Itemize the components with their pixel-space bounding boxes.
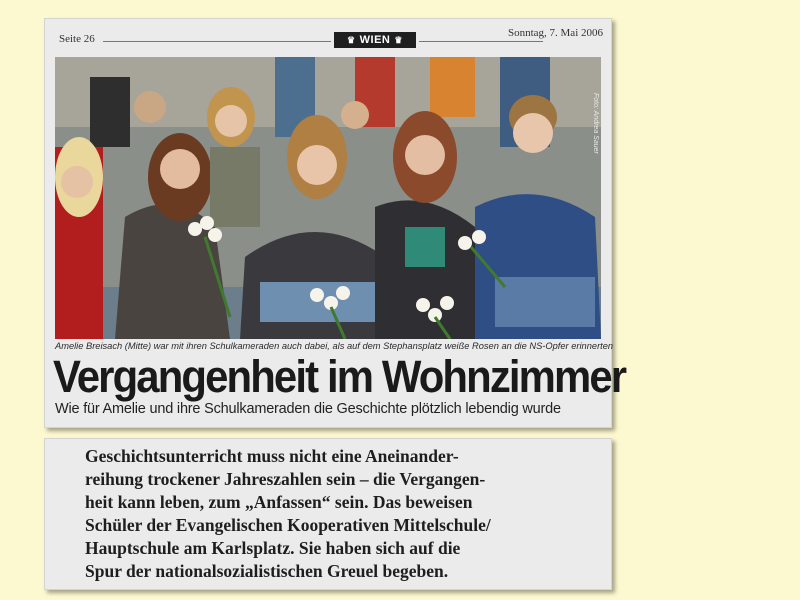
- publication-date: Sonntag, 7. Mai 2006: [507, 27, 603, 39]
- lead-line: Hauptschule am Karlsplatz. Sie haben sich auf die: [85, 538, 461, 558]
- crown-icon: ♛: [347, 34, 356, 45]
- page-header: [45, 19, 611, 55]
- lead-line: Geschichtsunterricht muss nicht eine Aneinander-: [85, 446, 459, 466]
- page-number: Seite 26: [59, 33, 95, 45]
- header-rule-left: [103, 41, 331, 42]
- section-masthead: [334, 32, 416, 48]
- photo-illustration: [55, 57, 601, 339]
- newspaper-clipping-article: [44, 18, 626, 428]
- article-subheadline: Wie für Amelie und ihre Schulkameraden die Geschichte plötzlich lebendig wurde: [55, 401, 561, 417]
- section-label: WIEN: [359, 34, 391, 46]
- newspaper-clipping-excerpt: [44, 438, 612, 590]
- lead-line: reihung trockener Jahreszahlen sein – die Vergangen-: [85, 469, 486, 489]
- article-photo: [55, 57, 601, 339]
- lead-line: Schüler der Evangelischen Kooperativen Mittelschule/: [85, 515, 491, 535]
- article-headline: Vergangenheit im Wohnzimmer: [53, 351, 626, 402]
- photo-credit: Foto: Andrea Sauer: [592, 93, 599, 154]
- photo-caption: Amelie Breisach (Mitte) war mit ihren Schulkameraden auch dabei, als auf dem Stephansplatz weiße Rosen an die NS-Opfer erinnerten: [55, 341, 614, 351]
- lead-line: heit kann leben, zum „Anfassen“ sein. Das beweisen: [85, 492, 473, 512]
- header-rule-right: [419, 41, 543, 42]
- crown-icon: ♛: [394, 34, 403, 45]
- article-lead-text: [85, 445, 605, 583]
- lead-line: Spur der nationalsozialistischen Greuel begeben.: [85, 561, 449, 581]
